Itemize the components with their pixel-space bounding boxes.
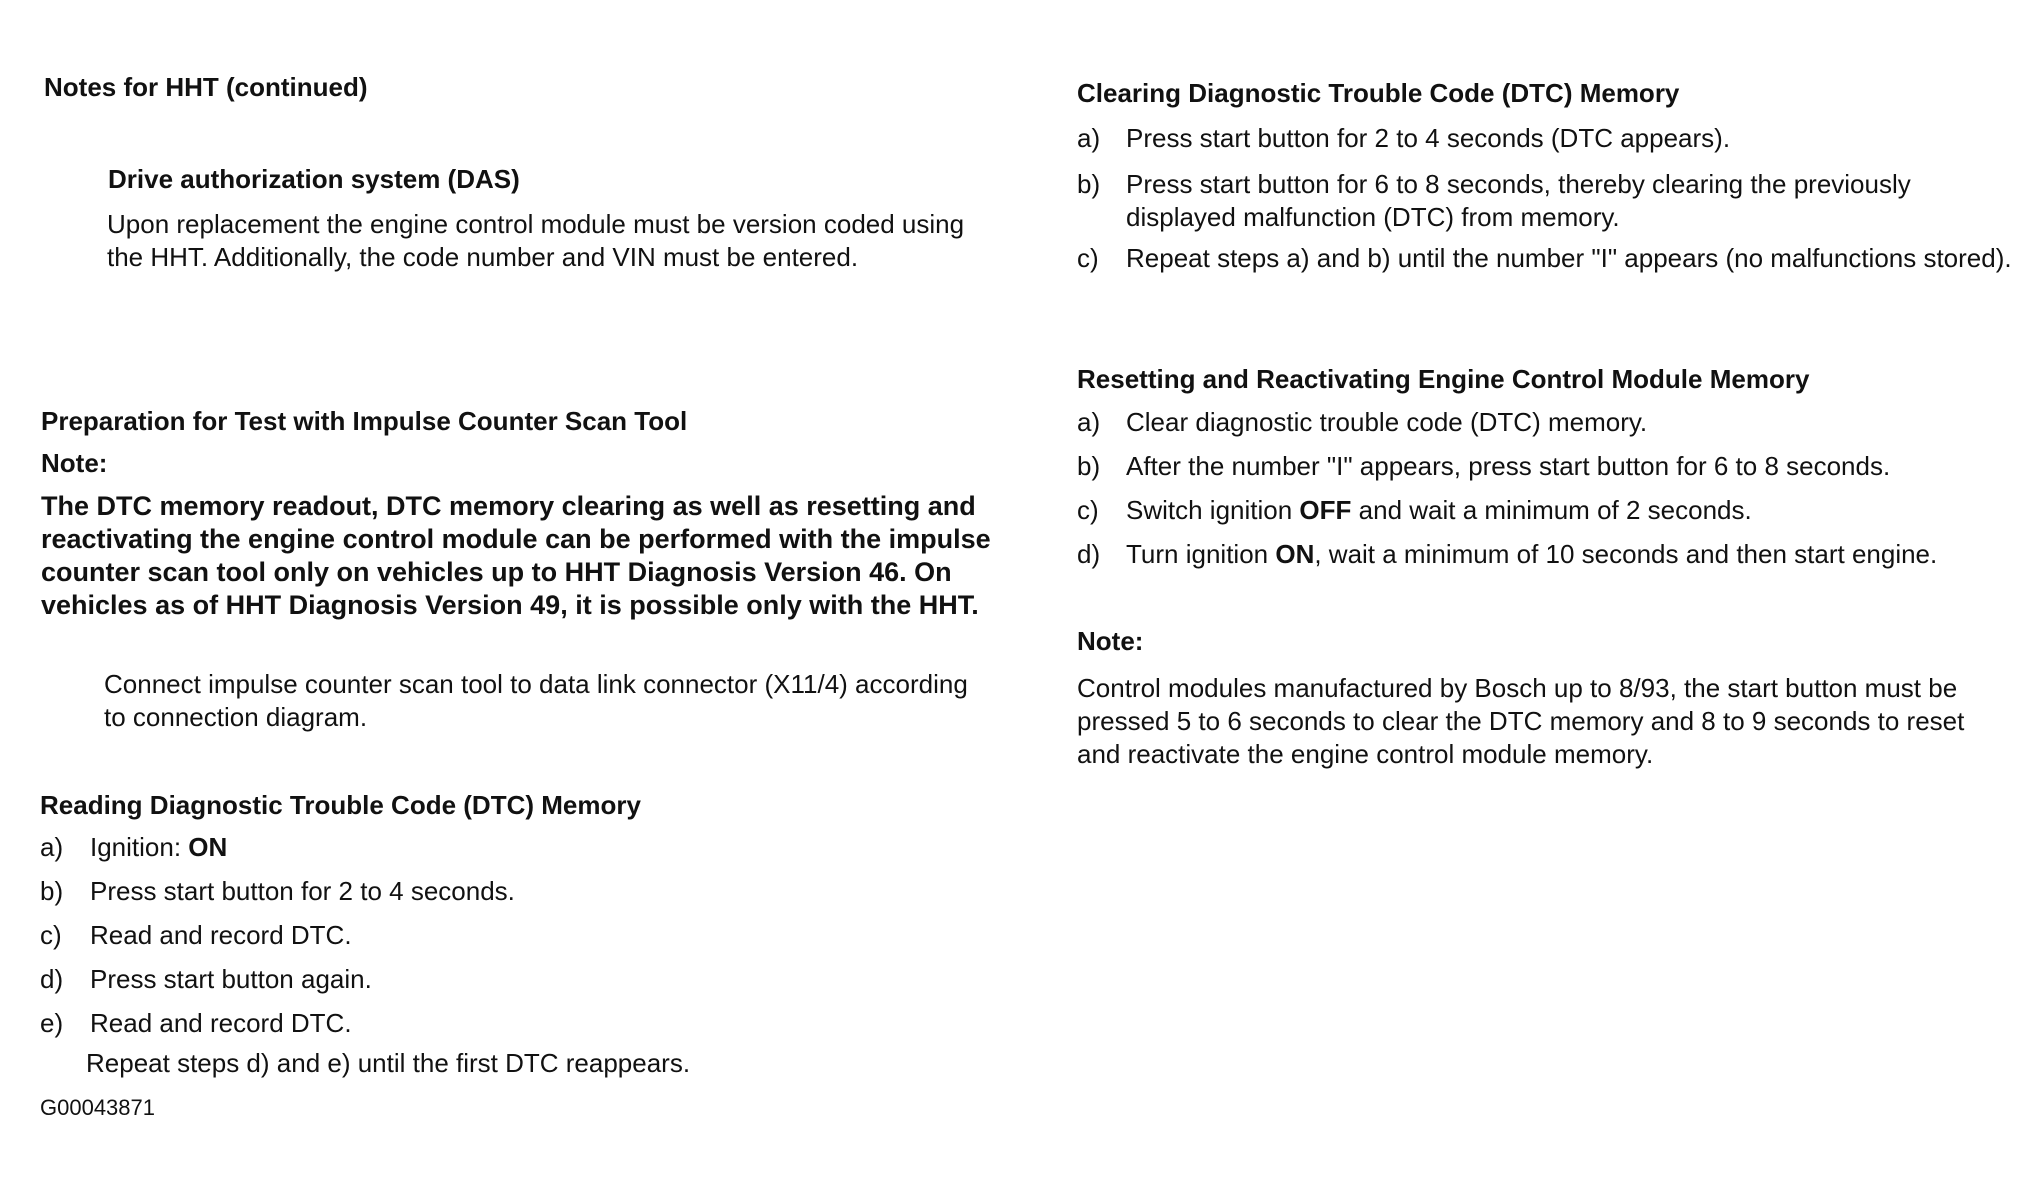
- reading-repeat-text: Repeat steps d) and e) until the first DTC reappears.: [86, 1048, 691, 1078]
- step-text: Read and record DTC.: [90, 1008, 352, 1038]
- step-text-after: , wait a minimum of 10 seconds and then start engine.: [1314, 539, 1938, 569]
- step-label: c): [1077, 243, 1099, 273]
- step-bold: ON: [1275, 539, 1315, 569]
- step-label: a): [1077, 123, 1101, 153]
- step-text: After the number "I" appears, press start button for 6 to 8 seconds.: [1126, 451, 1891, 481]
- prep-note-label: Note:: [41, 448, 108, 478]
- step-label: c): [40, 920, 62, 950]
- step-label: e): [40, 1008, 64, 1038]
- step-text: Ignition:: [90, 832, 189, 862]
- step-bold: OFF: [1299, 495, 1352, 525]
- das-heading: Drive authorization system (DAS): [108, 164, 520, 194]
- figure-reference: G00043871: [40, 1095, 155, 1120]
- step-bold: ON: [188, 832, 228, 862]
- step-text: Clear diagnostic trouble code (DTC) memory.: [1126, 407, 1648, 437]
- step-text: Turn ignition: [1126, 539, 1276, 569]
- prep-connect-text: Connect impulse counter scan tool to data link connector (X11/4) according to connection diagram.: [104, 669, 968, 732]
- step-text-after: and wait a minimum of 2 seconds.: [1351, 495, 1752, 525]
- step-text: Switch ignition: [1126, 495, 1300, 525]
- step-text: Press start button for 2 to 4 seconds.: [90, 876, 515, 906]
- prep-heading: Preparation for Test with Impulse Counter Scan Tool: [41, 406, 688, 436]
- step-text: Read and record DTC.: [90, 920, 352, 950]
- right-note-text: Control modules manufactured by Bosch up to 8/93, the start button must be pressed 5 to 6 seconds to clear the DTC memory and 8 to 9 seconds to reset and reactivate the engine control module memory.: [1077, 673, 1965, 769]
- notes-heading: Notes for HHT (continued): [44, 72, 368, 102]
- step-label: b): [1077, 169, 1101, 199]
- right-note-label: Note:: [1077, 626, 1144, 656]
- step-label: b): [40, 876, 64, 906]
- step-label: a): [1077, 407, 1101, 437]
- clearing-heading: Clearing Diagnostic Trouble Code (DTC) Memory: [1077, 78, 1680, 108]
- step-text: Press start button for 6 to 8 seconds, thereby clearing the previously displayed malfunction (DTC) from memory.: [1126, 169, 1911, 232]
- step-text: Press start button for 2 to 4 seconds (DTC appears).: [1126, 123, 1731, 153]
- step-label: d): [40, 964, 64, 994]
- step-label: a): [40, 832, 64, 862]
- das-text: Upon replacement the engine control module must be version coded using the HHT. Additionally, the code number and VIN must be entered.: [107, 209, 965, 272]
- step-label: d): [1077, 539, 1101, 569]
- step-label: c): [1077, 495, 1099, 525]
- step-label: b): [1077, 451, 1101, 481]
- step-text: Press start button again.: [90, 964, 372, 994]
- resetting-heading: Resetting and Reactivating Engine Control Module Memory: [1077, 364, 1810, 394]
- prep-note-text: The DTC memory readout, DTC memory clearing as well as resetting and reactivating the engine control module can be performed with the impulse counter scan tool only on vehicles up to HHT Diagnosis Version 46. On vehicles as of HHT Diagnosis Version 49, it is possible only with the HHT.: [41, 491, 991, 620]
- step-text: Repeat steps a) and b) until the number "I" appears (no malfunctions stored).: [1126, 243, 2012, 273]
- reading-heading: Reading Diagnostic Trouble Code (DTC) Memory: [40, 790, 641, 820]
